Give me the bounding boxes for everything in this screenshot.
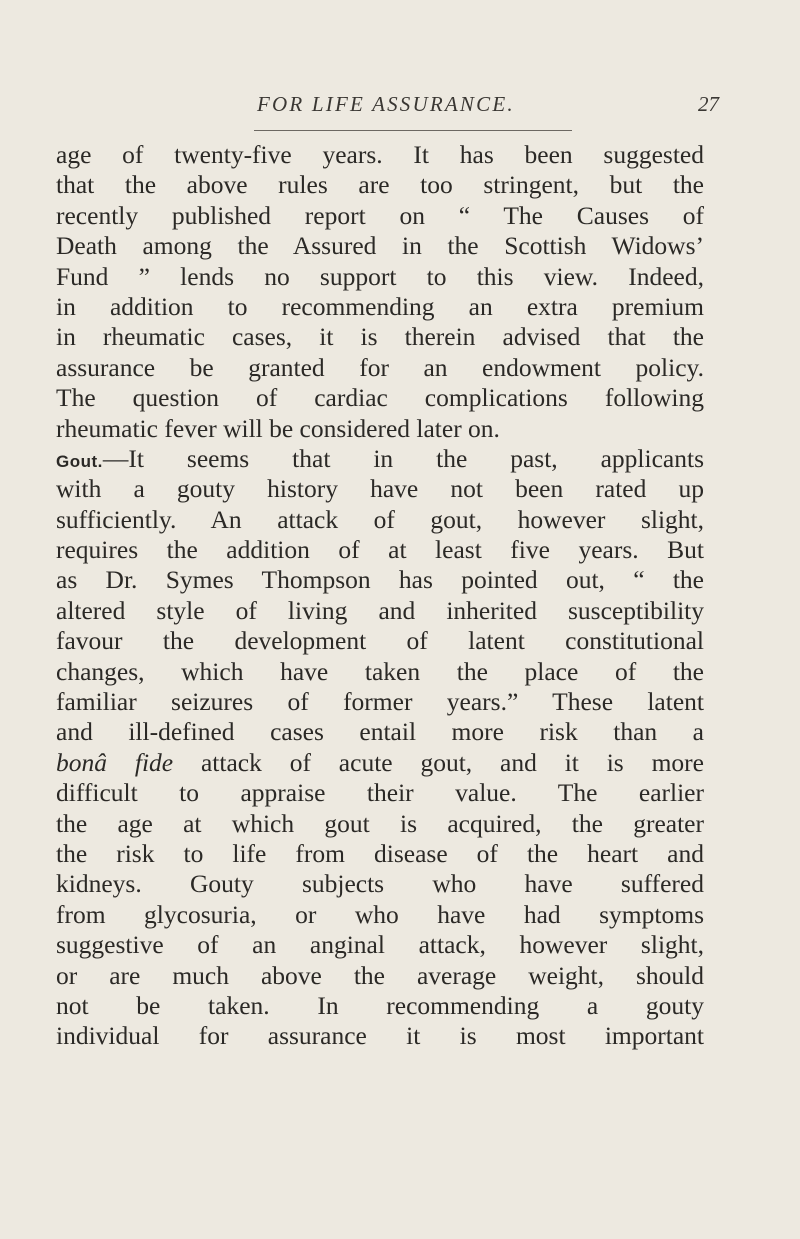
text-line: altered style of living and inherited susceptibility <box>56 595 704 625</box>
body-text <box>56 140 704 1052</box>
text-line: suggestive of an anginal attack, however slight, <box>56 930 704 960</box>
bona-fide-line-text: attack of acute gout, and it is more <box>173 747 704 777</box>
text-line: not be taken. In recommending a gouty <box>56 990 704 1020</box>
gout-first-line-text: —It seems that in the past, applicants <box>102 443 704 473</box>
text-line: the age at which gout is acquired, the greater <box>56 808 704 838</box>
text-line: assurance be granted for an endowment policy. <box>56 352 704 382</box>
text-line: in addition to recommending an extra premium <box>56 291 704 321</box>
text-line: individual for assurance it is most important <box>56 1021 704 1051</box>
header-rule <box>254 130 572 131</box>
text-line: the risk to life from disease of the heart and <box>56 838 704 868</box>
gout-first-line <box>56 444 704 474</box>
text-line: rheumatic fever will be considered later on. <box>56 413 500 443</box>
running-header <box>0 92 800 126</box>
text-line: changes, which have taken the place of the <box>56 656 704 686</box>
running-title: FOR LIFE ASSURANCE. <box>257 92 515 116</box>
text-line: that the above rules are too stringent, but the <box>56 170 704 200</box>
bona-fide-line <box>56 748 704 778</box>
text-line: requires the addition of at least five years. But <box>56 535 704 565</box>
text-line: and ill-defined cases entail more risk than a <box>56 717 704 747</box>
gout-heading: Gout. <box>56 451 103 471</box>
text-line: sufficiently. An attack of gout, however slight, <box>56 504 704 534</box>
text-line: Fund ” lends no support to this view. Indeed, <box>56 261 704 291</box>
text-line: or are much above the average weight, should <box>56 960 704 990</box>
text-line: difficult to appraise their value. The earlier <box>56 778 704 808</box>
text-line: kidneys. Gouty subjects who have suffered <box>56 869 704 899</box>
text-line: in rheumatic cases, it is therein advised that the <box>56 322 704 352</box>
text-line: familiar seizures of former years.” These latent <box>56 687 704 717</box>
bona-fide-italic: bonâ fide <box>56 747 174 777</box>
text-line: with a gouty history have not been rated up <box>56 474 704 504</box>
page-number: 27 <box>698 92 719 116</box>
text-line: favour the development of latent constitutional <box>56 626 704 656</box>
text-line: as Dr. Symes Thompson has pointed out, “ the <box>56 565 704 595</box>
text-line: recently published report on “ The Causes of <box>56 200 704 230</box>
text-line: from glycosuria, or who have had symptoms <box>56 899 704 929</box>
text-line: Death among the Assured in the Scottish Widows’ <box>56 231 704 261</box>
text-line: The question of cardiac complications following <box>56 383 704 413</box>
text-line: age of twenty-five years. It has been suggested <box>56 140 704 169</box>
